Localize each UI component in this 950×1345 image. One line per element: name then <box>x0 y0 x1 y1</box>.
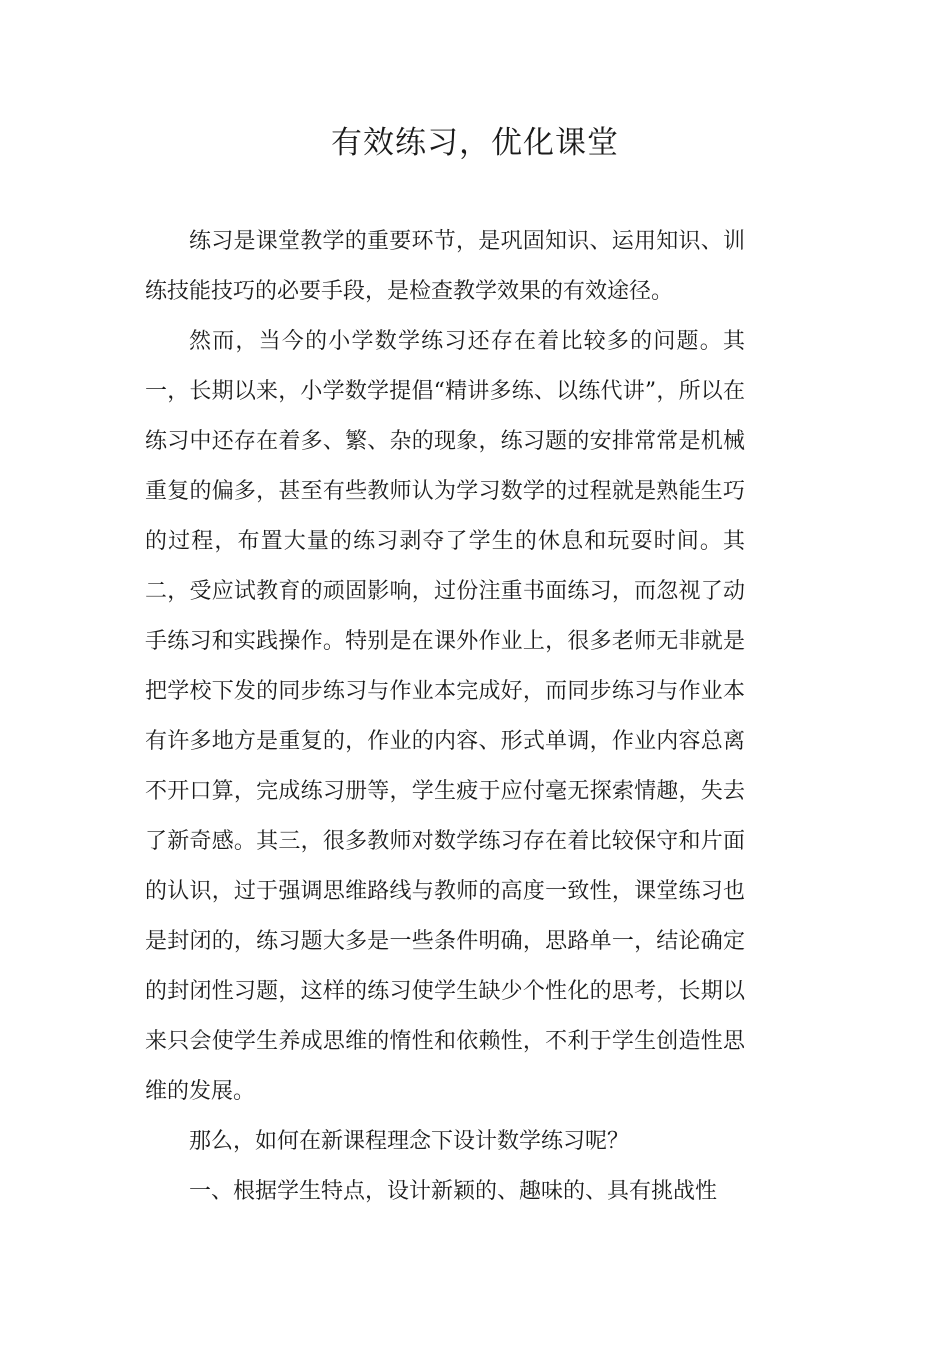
paragraph-section-one: 一、根据学生特点，设计新颖的、趣味的、具有挑战性 <box>189 1179 718 1204</box>
paragraph-question: 那么，如何在新课程理念下设计数学练习呢？ <box>189 1129 630 1154</box>
document-title: 有效练习，优化课堂 <box>331 125 619 161</box>
paragraph-intro: 练习是课堂教学的重要环节，是巩固知识、运用知识、训练技能技巧的必要手段，是检查教学效果的有效途径。 <box>145 229 745 304</box>
document-body <box>145 217 745 1217</box>
paragraph-problems: 然而，当今的小学数学练习还存在着比较多的问题。其一，长期以来，小学数学提倡“精讲多练、以练代讲”，所以在练习中还存在着多、繁、杂的现象，练习题的安排常常是机械重复的偏多，甚至有些教师认为学习数学的过程就是熟能生巧的过程，布置大量的练习剥夺了学生的休息和玩耍时间。其二，受应试教育的顽固影响，过份注重书面练习，而忽视了动手练习和实践操作。特别是在课外作业上，很多老师无非就是把学校下发的同步练习与作业本完成好，而同步练习与作业本有许多地方是重复的，作业的内容、形式单调，作业内容总离不开口算，完成练习册等，学生疲于应付毫无探索情趣，失去了新奇感。其三，很多教师对数学练习存在着比较保守和片面的认识，过于强调思维路线与教师的高度一致性，课堂练习也是封闭的，练习题大多是一些条件明确，思路单一，结论确定的封闭性习题，这样的练习使学生缺少个性化的思考，长期以来只会使学生养成思维的惰性和依赖性，不利于学生创造性思维的发展。 <box>145 329 745 1104</box>
